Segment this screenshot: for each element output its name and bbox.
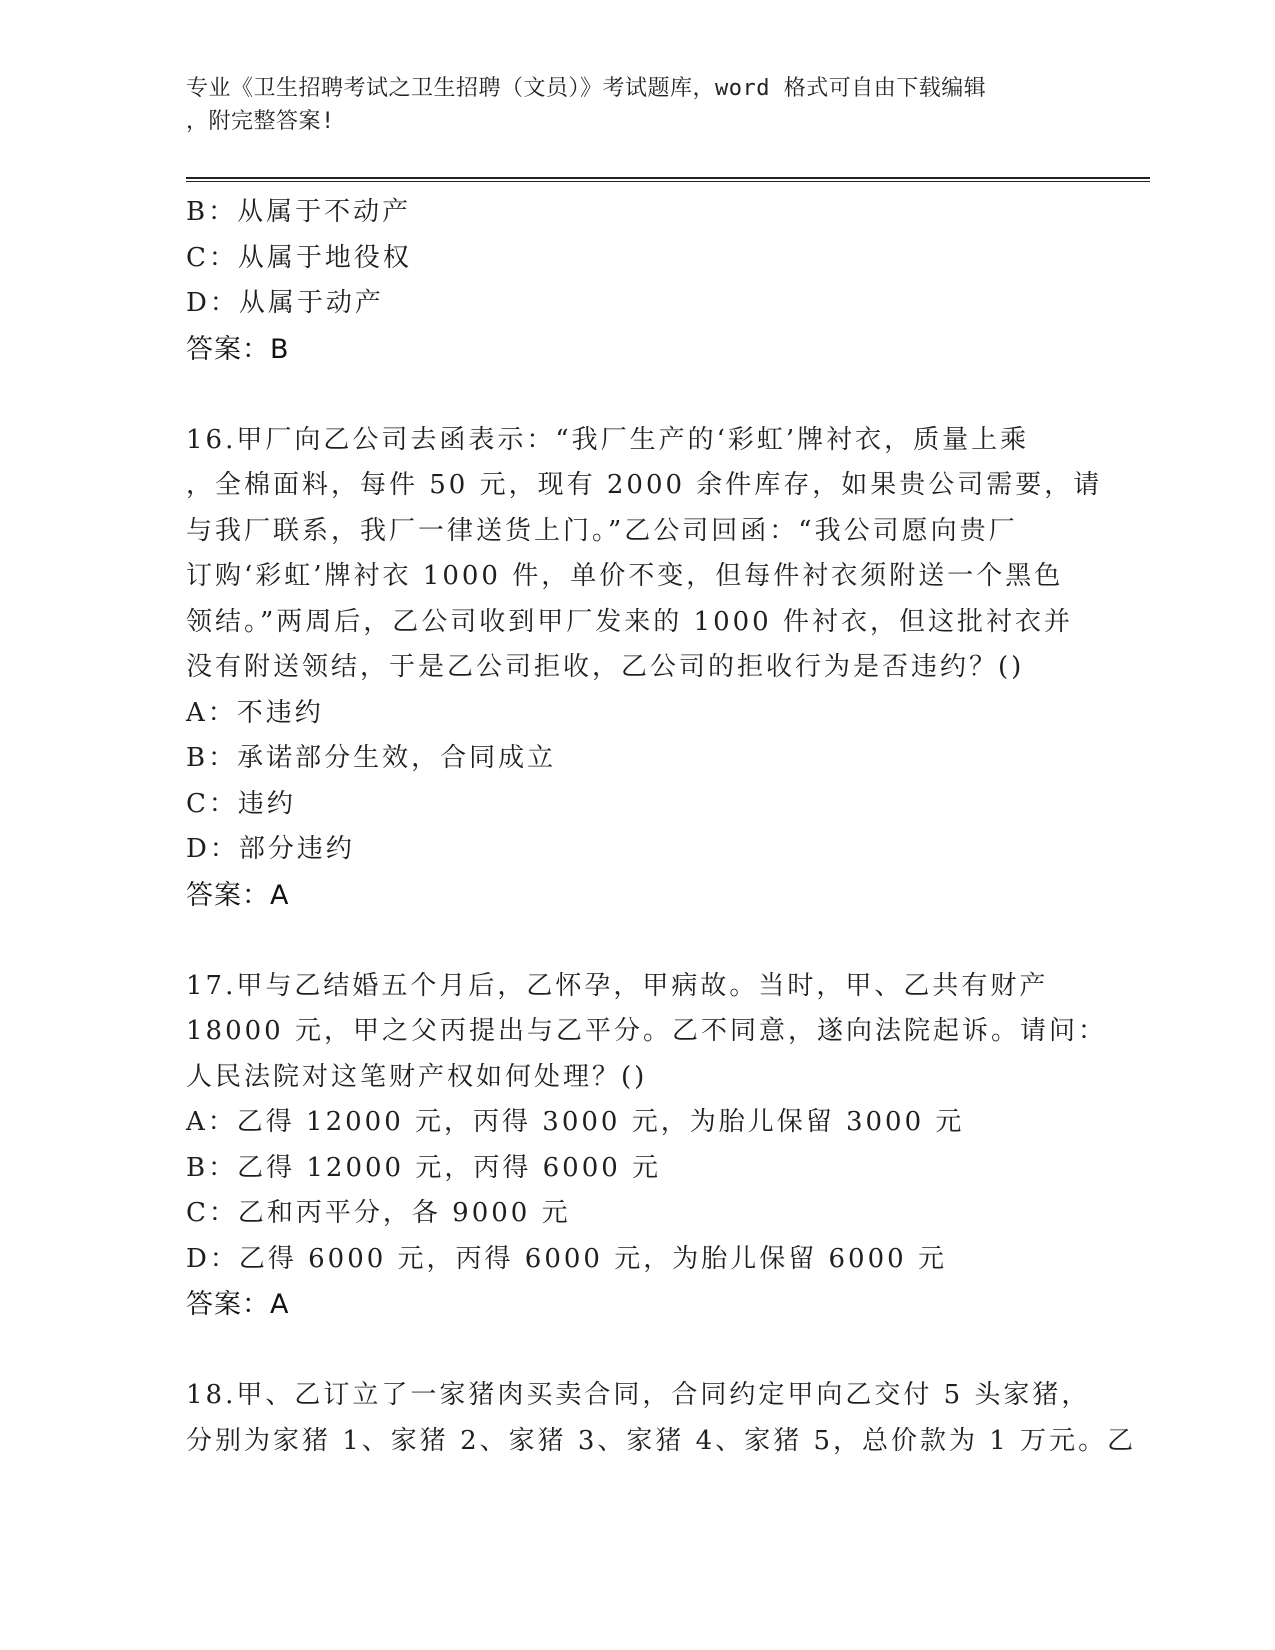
question-text-line: 没有附送领结，于是乙公司拒收，乙公司的拒收行为是否违约？()	[186, 652, 1025, 682]
question-list	[186, 190, 1137, 1464]
option-b: B：承诺部分生效，合同成立	[186, 743, 557, 773]
option-b: B：乙得 12000 元，丙得 6000 元	[186, 1152, 662, 1183]
spacer	[186, 918, 1086, 964]
question-text-line: 18000 元，甲之父丙提出与乙平分。乙不同意，遂向法院起诉。请问：	[186, 1016, 1107, 1046]
question-text-line: 分别为家猪 1、家猪 2、家猪 3、家猪 4、家猪 5，总价款为 1 万元。乙	[186, 1425, 1137, 1456]
option-c: C：违约	[186, 788, 296, 819]
question-text-line: 16.甲厂向乙公司去函表示：“我厂生产的‘彩虹’牌衬衣，质量上乘	[186, 424, 1030, 455]
question-18	[186, 1373, 1137, 1464]
answer-label: 答案：A	[186, 1289, 290, 1320]
option-a: A：乙得 12000 元，丙得 3000 元，为胎儿保留 3000 元	[186, 1107, 965, 1137]
header-divider	[186, 177, 1150, 182]
answer-label: 答案：B	[186, 333, 290, 365]
question-text-line: 领结。”两周后，乙公司收到甲厂发来的 1000 件衬衣，但这批衬衣并	[186, 606, 1073, 637]
prev-question	[186, 190, 1086, 372]
spacer	[186, 372, 1086, 418]
question-text-line: 18.甲、乙订立了一家猪肉买卖合同，合同约定甲向乙交付 5 头家猪，	[186, 1380, 1091, 1410]
header-line-1: 专业《卫生招聘考试之卫生招聘（文员）》考试题库，word 格式可自由下载编辑	[186, 76, 987, 101]
option-b: B：从属于不动产	[186, 197, 412, 227]
question-text-line: 与我厂联系，我厂一律送货上门。”乙公司回函：“我公司愿向贵厂	[186, 515, 1018, 546]
page-header	[186, 72, 1086, 138]
question-17	[186, 964, 1107, 1328]
question-text-line: 人民法院对这笔财产权如何处理？()	[186, 1061, 648, 1092]
question-text-line: 17.甲与乙结婚五个月后，乙怀孕，甲病故。当时，甲、乙共有财产	[186, 970, 1049, 1001]
question-text-line: 订购‘彩虹’牌衬衣 1000 件，单价不变，但每件衬衣须附送一个黑色	[186, 561, 1064, 591]
option-c: C：从属于地役权	[186, 242, 412, 273]
option-d: D：从属于动产	[186, 288, 384, 318]
answer-label: 答案：A	[186, 879, 290, 911]
question-16	[186, 418, 1103, 919]
option-d: D：部分违约	[186, 834, 355, 864]
spacer	[186, 1328, 1086, 1374]
question-text-line: ，全棉面料，每件 50 元，现有 2000 余件库存，如果贵公司需要，请	[186, 470, 1103, 500]
option-a: A：不违约	[186, 697, 324, 728]
option-d: D：乙得 6000 元，丙得 6000 元，为胎儿保留 6000 元	[186, 1243, 947, 1274]
option-c: C：乙和丙平分，各 9000 元	[186, 1198, 571, 1228]
header-line-2: ，附完整答案!	[186, 109, 335, 134]
